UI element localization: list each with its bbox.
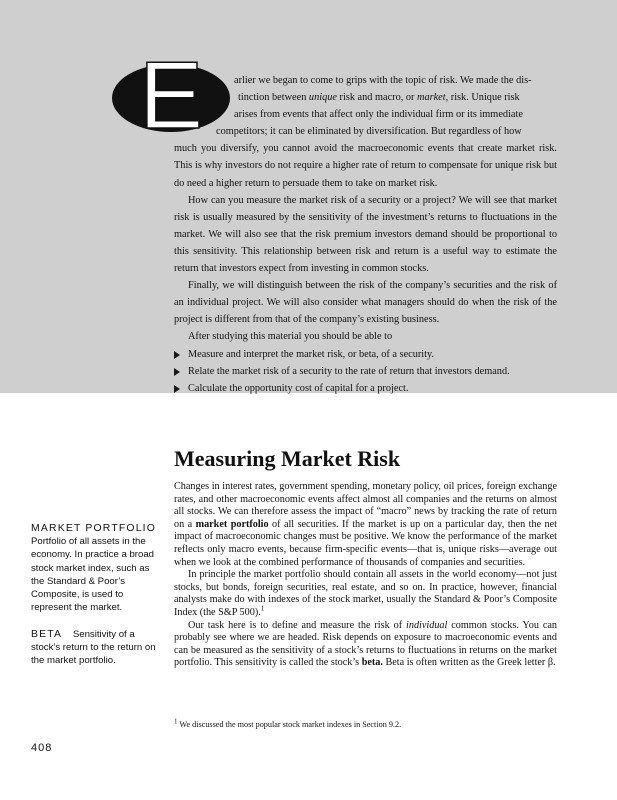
footnote-text: We discussed the most popular stock market indexes in Section 9.2.	[177, 720, 402, 729]
objectives-list	[174, 346, 557, 397]
body-paragraph-3	[174, 620, 557, 670]
margin-definition: Portfolio of all assets in the economy. In practice a broad stock market index, such as the Standard & Poor’s Composite, is used to represent the market.	[31, 536, 155, 614]
body-paragraph-2	[174, 569, 557, 619]
page-number: 408	[31, 742, 53, 754]
margin-term: BETA	[31, 629, 63, 640]
intro-line-4: competitors; it can be eliminated by diversification. But regardless of how	[216, 126, 522, 138]
intro-paragraph-3: Finally, we will distinguish between the risk of the company’s securities and the risk of an individual project. We will also consider what managers should do when the risk of the project is different from that of the company’s existing business.	[174, 280, 557, 326]
margin-note-beta	[31, 628, 163, 668]
intro-line-2-b: risk and macro, or	[336, 92, 418, 104]
body-paragraph-1	[174, 481, 557, 569]
intro-line-2-em-unique: unique	[308, 92, 337, 104]
objective-item	[174, 380, 557, 397]
term-market-portfolio: market portfolio	[195, 518, 269, 530]
intro-line-2-em-market: market,	[417, 92, 449, 104]
body-p3-a: Our task here is to define and measure the risk of	[188, 619, 407, 631]
intro-line-2-a: tinction between	[238, 92, 309, 104]
objective-text: Calculate the opportunity cost of capital for a project.	[188, 382, 409, 394]
body-p3-em: individual	[406, 619, 448, 631]
body-p2-text: In principle the market portfolio should contain all assets in the world economy—not just stocks, but bonds, foreign securities, real estate, and so on. In practice, however, financial analysts make do with indexes of the stock market, usually the Standard & Poor’s Composite Index (the S&P 500).	[174, 569, 557, 618]
intro-paragraph-2: How can you measure the market risk of a security or a project? We will see that market risk is usually measured by the sensitivity of the investment’s returns to fluctuations in the market. We will also see that the risk premium investors demand should be proportional to this sensitivity. This relationship between risk and return is a useful way to estimate the return that investors expect from investing in common stocks.	[174, 194, 557, 275]
triangle-bullet-icon	[174, 385, 180, 393]
triangle-bullet-icon	[174, 351, 180, 359]
body-p3-b: common stocks. You can probably see where we are headed. Risk depends on exposure to macroeconomic events and can be measured as the sensitivity of a stock’s returns to fluctuations in returns on the market portfolio. This sensitivity is called the stock’s	[174, 619, 558, 669]
section-body	[174, 481, 557, 670]
footnote-marker: 1	[174, 717, 178, 726]
objectives-lead: After studying this material you should be able to	[188, 331, 393, 343]
body-p1-a: Changes in interest rates, government spending, monetary policy, oil prices, foreign exchange rates, and other macroeconomic events affect almost all companies and the returns on almost all stocks. We can therefore assess the impact of “macro” news by tracking the rate of return on a	[174, 481, 557, 530]
objective-text: Relate the market risk of a security to the rate of return that investors demand.	[188, 365, 510, 377]
objective-item	[174, 346, 557, 363]
objective-item	[174, 363, 557, 380]
triangle-bullet-icon	[174, 368, 180, 376]
body-p1-b: of all securities. If the market is up on a particular day, then the net impact of macroeconomic changes must be positive. We know the performance of the market reflects only macro events, because firm-specific events—that is, unique risks—average out when we look at the combined performance of thousands of companies and securities.	[174, 518, 557, 568]
section-title: Measuring Market Risk	[174, 446, 401, 471]
intro-paragraph-1-rest: much you diversify, you cannot avoid the macroeconomic events that create market risk. This is why investors do not require a higher rate of return to compensate for unique risk but do need a higher return to persuade them to take on market risk.	[174, 143, 557, 189]
intro-line-3: arises from events that affect only the individual firm or its immediate	[234, 109, 523, 121]
intro-text	[174, 72, 557, 397]
body-p3-c: Beta is often written as the Greek letter β.	[382, 657, 556, 669]
margin-note-market-portfolio	[31, 522, 163, 614]
footnote-ref: 1	[260, 604, 265, 613]
intro-line-2	[174, 89, 557, 106]
term-beta: beta.	[361, 657, 383, 669]
objective-text: Measure and interpret the market risk, or beta, of a security.	[188, 348, 435, 360]
intro-line-2-c: risk. Unique risk	[448, 92, 520, 104]
drop-cap-letter: E	[138, 46, 204, 136]
intro-line-1: arlier we began to come to grips with the topic of risk. We made the dis-	[234, 75, 532, 86]
margin-term: MARKET PORTFOLIO	[31, 523, 157, 534]
margin-definition: Sensitivity of a stock’s return to the return on the market portfolio.	[31, 629, 156, 667]
footnote	[174, 719, 557, 730]
